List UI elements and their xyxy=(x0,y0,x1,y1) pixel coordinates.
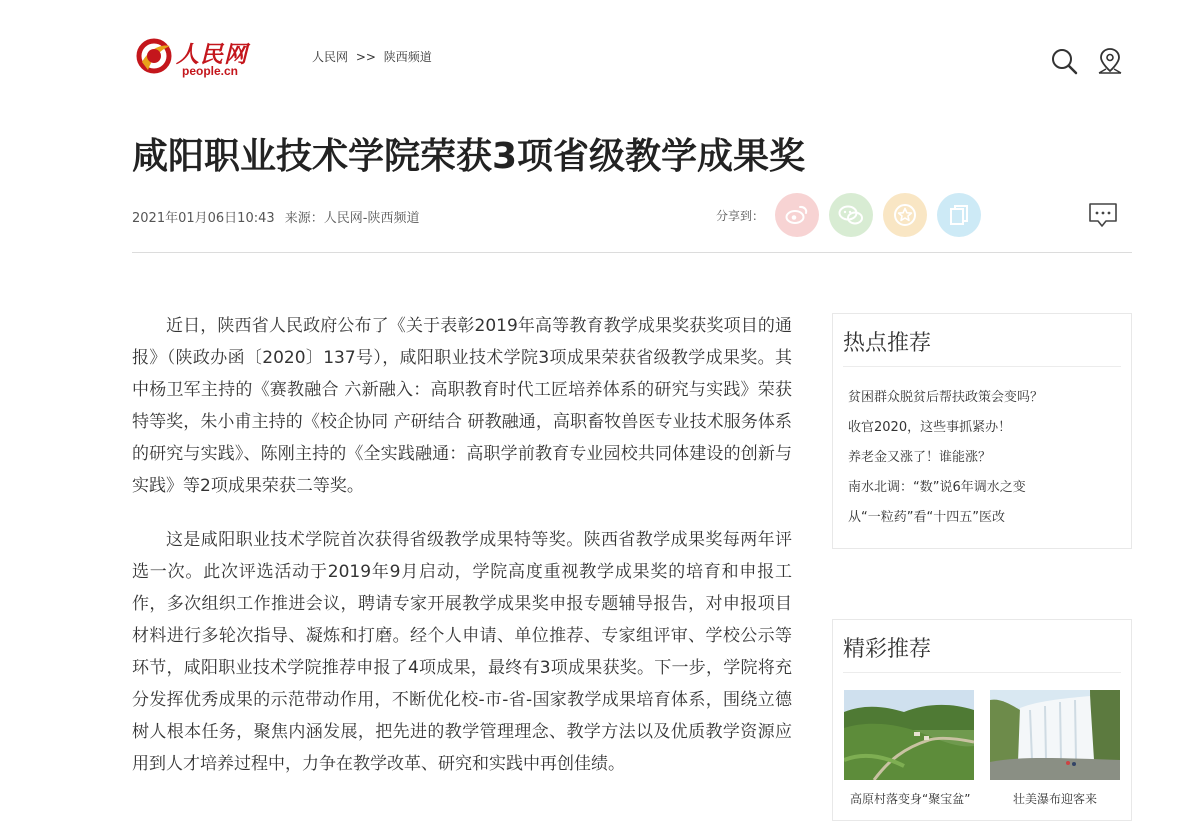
star-icon xyxy=(893,203,917,227)
hot-recommend-title: 热点推荐 xyxy=(843,331,932,356)
breadcrumb xyxy=(312,48,436,65)
panel-divider xyxy=(843,366,1121,367)
comment-icon[interactable] xyxy=(1088,202,1118,228)
article-paragraph: 近日，陕西省人民政府公布了《关于表彰2019年高等教育教学成果奖获奖项目的通报》（陕政办函〔2020〕137号），咸阳职业技术学院3项成果荣获省级教学成果奖。其中杨卫军主持的《赛教融合 六新融入：高职教育时代工匠培养体系的研究与实践》荣获特等奖，朱小甫主持的《校企协同 产研结合 研教融通，高职畜牧兽医专业技术服务体系的研究与实践》、陈刚主持的《全实践融通：高职学前教育专业园校共同体建设的创新与实践》等2项成果荣获二等奖。 xyxy=(132,316,792,496)
featured-title: 精彩推荐 xyxy=(843,637,932,662)
search-icon[interactable] xyxy=(1050,46,1078,76)
article-body xyxy=(132,310,792,802)
featured-panel xyxy=(832,619,1132,821)
article-title: 咸阳职业技术学院荣获3项省级教学成果奖 xyxy=(132,136,806,177)
share-label: 分享到： xyxy=(716,209,765,223)
people-logo-mark-icon xyxy=(136,38,172,74)
panel-divider xyxy=(843,672,1121,673)
village-image xyxy=(844,690,974,780)
breadcrumb-channel-link[interactable]: 陕西频道 xyxy=(383,50,432,64)
hot-list-item[interactable]: 收官2020，这些事抓紧办！ xyxy=(848,420,1012,435)
article-paragraph: 这是咸阳职业技术学院首次获得省级教学成果特等奖。陕西省教学成果奖每两年评选一次。此次评选活动于2019年9月启动，学院高度重视教学成果奖的培育和申报工作，多次组织工作推进会议，聘请专家开展教学成果奖申报专题辅导报告，对申报项目材料进行多轮次指导、凝炼和打磨。经个人申请、单位推荐、专家组评审、学校公示等环节，咸阳职业技术学院推荐申报了4项成果，最终有3项成果获奖。下一步，学院将充分发挥优秀成果的示范带动作用，不断优化校-市-省-国家教学成果培育体系，围绕立德树人根本任务，聚焦内涵发展，把先进的教学管理理念、教学方法以及优质教学资源应用到人才培养过程中，力争在教学改革、研究和实践中再创佳绩。 xyxy=(132,530,792,774)
share-copy-link-button[interactable] xyxy=(937,193,981,237)
breadcrumb-separator: >> xyxy=(355,50,376,64)
waterfall-image xyxy=(990,690,1120,780)
hot-list-item[interactable]: 南水北调：“数”说6年调水之变 xyxy=(848,480,1026,495)
featured-caption[interactable]: 壮美瀑布迎客来 xyxy=(1013,792,1098,806)
featured-caption[interactable]: 高原村落变身“聚宝盆” xyxy=(850,792,971,806)
featured-thumbnail-village[interactable] xyxy=(844,690,974,780)
header-divider xyxy=(132,252,1132,253)
share-weibo-button[interactable] xyxy=(775,193,819,237)
article-source: 来源：人民网-陕西频道 xyxy=(284,211,420,226)
hot-recommend-panel xyxy=(832,313,1132,549)
wechat-icon xyxy=(838,204,864,226)
share-favorite-button[interactable] xyxy=(883,193,927,237)
hot-list-item[interactable]: 养老金又涨了！谁能涨？ xyxy=(848,450,992,465)
hot-list-item[interactable]: 从“一粒药”看“十四五”医改 xyxy=(848,510,1005,525)
copy-icon xyxy=(948,203,970,227)
article-meta xyxy=(132,207,425,226)
people-logo[interactable] xyxy=(136,36,256,82)
logo-text-en: people.cn xyxy=(182,64,239,78)
share-wechat-button[interactable] xyxy=(829,193,873,237)
weibo-icon xyxy=(785,204,809,226)
location-icon[interactable] xyxy=(1096,46,1124,76)
breadcrumb-home-link[interactable]: 人民网 xyxy=(312,50,349,64)
hot-list xyxy=(848,387,1043,537)
featured-thumbnail-waterfall[interactable] xyxy=(990,690,1120,780)
publish-datetime: 2021年01月06日10:43 xyxy=(132,211,275,226)
logo-text-cn: 人民网 xyxy=(176,41,248,68)
hot-list-item[interactable]: 贫困群众脱贫后帮扶政策会变吗？ xyxy=(848,390,1044,405)
